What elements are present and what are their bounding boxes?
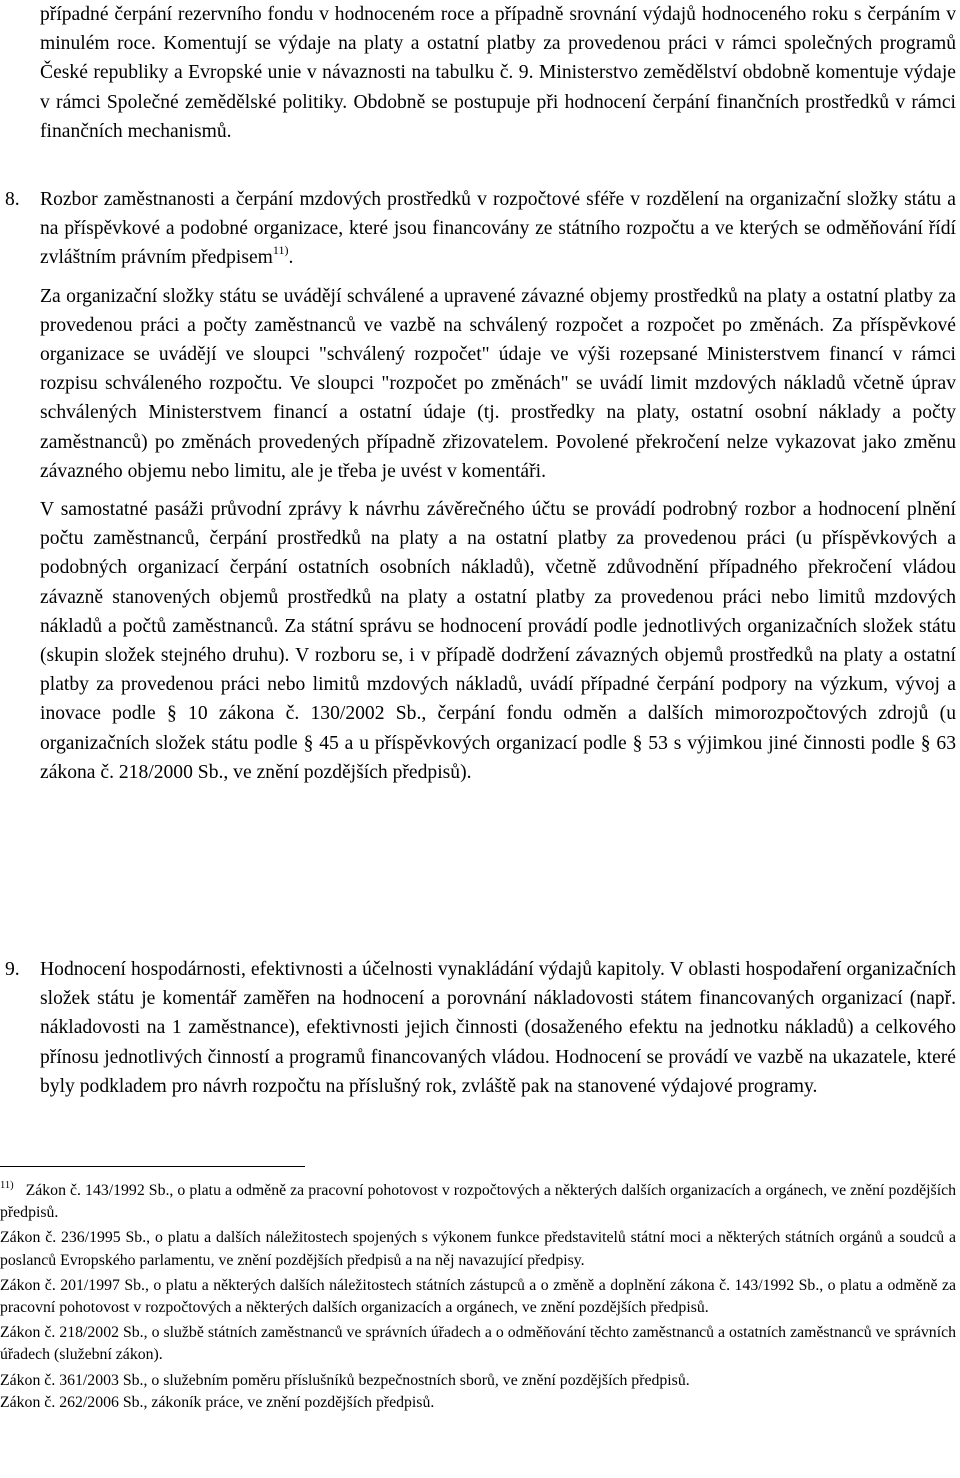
footnotes xyxy=(0,1180,956,1414)
footnote-separator xyxy=(0,1166,305,1167)
footnote-reference: 11) xyxy=(272,243,289,258)
item-number: 8. xyxy=(5,189,20,210)
footnote-2: Zákon č. 236/1995 Sb., o platu a dalších náležitostech spojených s výkonem funkce představitelů státní moci a některých státních orgánů a soudců a poslanců Evropského parlamentu, ve znění pozdějších předpisů a na něj navazující předpisy. xyxy=(0,1229,956,1269)
item-8-paragraph-1 xyxy=(40,185,956,273)
footnote-text: Zákon č. 143/1992 Sb., o platu a odměně za pracovní pohotovost v rozpočtových a některých dalších organizacích a orgánech, ve znění pozdějších předpisů. xyxy=(0,1182,956,1222)
footnote-3: Zákon č. 201/1997 Sb., o platu a některých dalších náležitostech státních zástupců a o změně a doplnění zákona č. 143/1992 Sb., o platu a odměně za pracovní pohotovost v rozpočtových a některých dalších organizacích a orgánech, ve znění pozdějších předpisů. xyxy=(0,1276,956,1317)
footnote-6: Zákon č. 262/2006 Sb., zákoník práce, ve znění pozdějších předpisů. xyxy=(0,1393,435,1411)
item-8-paragraph-1-end: . xyxy=(288,247,294,269)
item-9-paragraph-1: Hodnocení hospodárnosti, efektivnosti a účelnosti vynakládání výdajů kapitoly. V oblasti hospodaření organizačních složek státu je komentář zaměřen na hodnocení a porovnání nákladovosti státem financovaných organizací (např. nákladovosti na 1 zaměstnance), efektivnosti jejich činnosti (dosaženého efektu na jednotku nákladů) a celkového přínosu jednotlivých činností a programů financovaných vládou. Hodnocení se provádí ve vazbě na ukazatele, které byly podkladem pro návrh rozpočtu na příslušný rok, zvláště pak na stanovené výdajové programy. xyxy=(40,959,956,1097)
footnote-1 xyxy=(0,1180,956,1224)
footnote-marker: 11) xyxy=(0,1180,14,1191)
item-8-paragraph-1-text: Rozbor zaměstnanosti a čerpání mzdových prostředků v rozpočtové sféře v rozdělení na organizační složky státu a na příspěvkové a podobné organizace, které jsou financovány ze státního rozpočtu a ve kterých se odměňování řídí zvláštním právním předpisem xyxy=(40,189,956,269)
intro-paragraph: případné čerpání rezervního fondu v hodnoceném roce a případně srovnání výdajů hodnoceného roku s čerpáním v minulém roce. Komentují se výdaje na platy a ostatní platby za provedenou práci v rámci společných programů České republiky a Evropské unie v návaznosti na tabulku č. 9. Ministerstvo zemědělství obdobně komentuje výdaje v rámci Společné zemědělské politiky. Obdobně se postupuje při hodnocení čerpání finančních prostředků v rámci finančních mechanismů. xyxy=(40,4,956,142)
item-number: 9. xyxy=(5,959,20,980)
item-8-body xyxy=(40,185,956,787)
item-8-paragraph-2: Za organizační složky státu se uvádějí schválené a upravené závazné objemy prostředků na platy a ostatní platby za provedenou práci a počty zaměstnanců ve vazbě na schválený rozpočet a rozpočet po změnách. Za příspěvkové organizace se uvádějí ve sloupci "schválený rozpočet" údaje ve výši rozepsané Ministerstvem financí v rámci rozpisu schváleného rozpočtu. Ve sloupci "rozpočet po změnách" se uvádí limit mzdových nákladů včetně úprav schválených Ministerstvem financí a ostatní údaje (tj. prostředky na platy, ostatní osobní náklady a počty zaměstnanců) po změnách provedených případně zřizovatelem. Povolené překročení nelze vykazovat jako změnu závazného objemu nebo limitu, ale je třeba je uvést v komentáři. xyxy=(40,285,956,482)
footnote-4: Zákon č. 218/2002 Sb., o službě státních zaměstnanců ve správních úřadech a o odměňování těchto zaměstnanců a ostatních zaměstnanců ve správních úřadech (služební zákon). xyxy=(0,1324,956,1364)
intro-paragraph-block xyxy=(40,0,956,146)
footnote-5: Zákon č. 361/2003 Sb., o služebním poměru příslušníků bezpečnostních sborů, ve znění pozdějších předpisů. xyxy=(0,1371,690,1389)
item-9-body xyxy=(40,955,956,1101)
item-8-paragraph-3: V samostatné pasáži průvodní zprávy k návrhu závěrečného účtu se provádí podrobný rozbor a hodnocení plnění počtu zaměstnanců, čerpání prostředků na platy a na ostatní platby za provedenou práci (u příspěvkových a podobných organizací čerpání ostatních osobních nákladů), včetně zdůvodnění případného překročení vládou závazně stanovených objemů prostředků na platy a ostatní platby za provedenou práci nebo limitů mzdových nákladů a počtů zaměstnanců. Za státní správu se hodnocení provádí podle jednotlivých organizačních složek státu (skupin složek stejného druhu). V rozboru se, i v případě dodržení závazných objemů prostředků na platy a ostatní platby za provedenou práci nebo limitů mzdových nákladů, uvádí případné čerpání podpory na výzkum, vývoj a inovace podle § 10 zákona č. 130/2002 Sb., čerpání fondu odměn a dalších mimorozpočtových zdrojů (u organizačních složek státu podle § 45 a u příspěvkových organizací podle § 53 s výjimkou jiné činnosti podle § 63 zákona č. 218/2000 Sb., ve znění pozdějších předpisů). xyxy=(40,499,956,783)
